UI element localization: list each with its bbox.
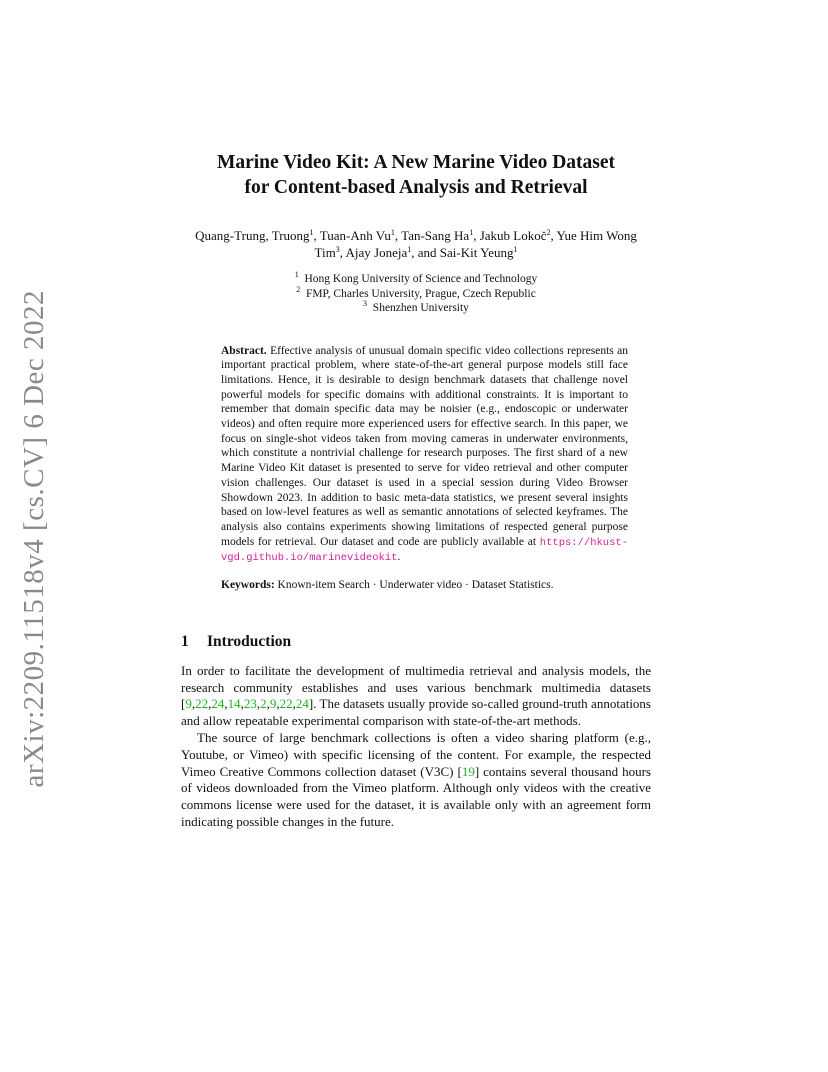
section-number: 1 <box>181 632 189 650</box>
intro-paragraph-1 <box>181 663 651 730</box>
section-title: Introduction <box>207 632 292 650</box>
author-affiliation-mark: 2 <box>546 228 551 237</box>
author-separator: , and <box>411 245 440 260</box>
citation-separator: , <box>191 696 196 712</box>
keywords-text: Known-item Search · Underwater video · Dataset Statistics. <box>277 579 554 592</box>
citation-link[interactable]: 19 <box>461 763 475 779</box>
author-separator: , <box>339 245 346 260</box>
author-name: Quang-Trung, Truong <box>195 228 310 243</box>
abstract <box>221 344 628 567</box>
affiliation-number: 1 <box>294 270 299 279</box>
citation-link[interactable]: 22 <box>195 696 209 712</box>
citation-link[interactable]: 9 <box>269 696 277 712</box>
citation-separator: , <box>292 696 296 712</box>
citation-link[interactable]: 24 <box>211 696 225 712</box>
author-affiliation-mark: 1 <box>469 228 474 237</box>
affiliation-number: 2 <box>296 284 301 294</box>
intro-paragraph-2 <box>181 730 651 831</box>
affiliation-text: Shenzhen University <box>367 302 469 314</box>
para1-text-after: ]. The datasets usually provide so-called ground-truth annotations and allow repeatable experimental comparison with state-of-the-art methods. <box>181 696 651 729</box>
para2-text-before: The source of large benchmark collections is often a video sharing platform (e.g., Youtube, or Vimeo) with specific licensing of the content. For example, the respected Vimeo Creative Commons collection dataset (V3C) [ <box>181 729 651 779</box>
author-separator: , <box>313 228 320 243</box>
author-affiliation-mark: 1 <box>407 245 412 254</box>
citation-separator: , <box>276 696 280 712</box>
section-heading-introduction <box>181 633 651 651</box>
abstract-label: Abstract. <box>221 344 267 357</box>
citation-separator: , <box>240 696 244 712</box>
author-separator: , <box>473 228 480 243</box>
citation-separator: , <box>256 696 261 712</box>
citation-link[interactable]: 22 <box>279 696 293 712</box>
paper-page <box>181 150 651 831</box>
citation-link[interactable]: 9 <box>185 696 192 712</box>
citation-link[interactable]: 14 <box>227 696 241 712</box>
title-line-2: for Content-based Analysis and Retrieval <box>244 177 588 198</box>
author-separator: , <box>394 228 402 243</box>
dataset-url-link[interactable]: https://hkust-vgd.github.io/marinevideokit <box>221 536 629 565</box>
abstract-end: . <box>397 551 401 564</box>
author-name: Ajay Joneja <box>345 245 408 260</box>
author-affiliation-mark: 1 <box>513 245 518 254</box>
author-name: Sai-Kit Yeung <box>439 245 514 260</box>
author-affiliation-mark: 1 <box>390 228 395 237</box>
citation-link[interactable]: 2 <box>260 696 267 712</box>
affiliation-list <box>181 272 651 316</box>
author-name: Jakub Lokoč <box>479 228 547 243</box>
author-name: Tan-Sang Ha <box>401 228 470 243</box>
abstract-text: Effective analysis of unusual domain specific video collections represents an important practical problem, where state-of-the-art general purpose models still face limitations. Hence, it is desirable to design benchmark datasets that challenge novel powerful models for specific domains with additional constraints. It is important to remember that domain specific data may be noisier (e.g., endoscopic or underwater videos) and often require more experienced users for effective search. In this paper, we focus on single-shot videos taken from moving cameras in underwater environments, which constitute a nontrivial challenge for research purposes. The first shard of a new Marine Video Kit dataset is presented to serve for video retrieval and other computer vision challenges. Our dataset is used in a special session during Video Browser Showdown 2023. In addition to basic meta-data statistics, we present several insights based on low-level features as well as semantic annotations of selected keyframes. The analysis also contains experiments showing limitations of respected general purpose models for retrieval. Our dataset and code are publicly available at <box>221 344 628 548</box>
citation-link[interactable]: 23 <box>243 696 257 712</box>
affiliation-text: Hong Kong University of Science and Technology <box>298 273 538 285</box>
author-affiliation-mark: 1 <box>309 228 314 237</box>
affiliation-row <box>181 284 651 302</box>
affiliation-number: 3 <box>363 299 368 308</box>
para2-text-after: ] contains several thousand hours of videos downloaded from the Vimeo platform. Although only videos with the creative commons license were used for the dataset, it is available only with an agreement form indicating possible changes in the future. <box>181 763 651 829</box>
affiliation-row <box>181 272 651 287</box>
author-separator: , <box>550 228 557 243</box>
keywords-label: Keywords: <box>221 579 275 592</box>
para1-citations <box>185 696 309 711</box>
citation-separator: , <box>224 696 228 712</box>
citation-separator: , <box>266 696 270 712</box>
affiliation-row <box>181 301 651 316</box>
keywords <box>221 578 628 593</box>
author-affiliation-mark: 3 <box>335 245 340 254</box>
title-line-1: Marine Video Kit: A New Marine Video Dataset <box>216 152 616 173</box>
citation-link[interactable]: 24 <box>295 696 309 712</box>
arxiv-side-stamp: arXiv:2209.11518v4 [cs.CV] 6 Dec 2022 <box>18 290 50 788</box>
citation-separator: , <box>208 696 212 712</box>
para1-text-before: In order to facilitate the development of multimedia retrieval and analysis models, the research community establishes and uses various benchmark multimedia datasets [ <box>181 662 651 712</box>
author-name: Tuan-Anh Vu <box>319 228 391 243</box>
author-list <box>181 227 651 261</box>
paper-title <box>181 150 651 200</box>
affiliation-text: FMP, Charles University, Prague, Czech Republic <box>300 287 536 300</box>
author-name: Yue Him Wong Tim <box>314 228 637 260</box>
